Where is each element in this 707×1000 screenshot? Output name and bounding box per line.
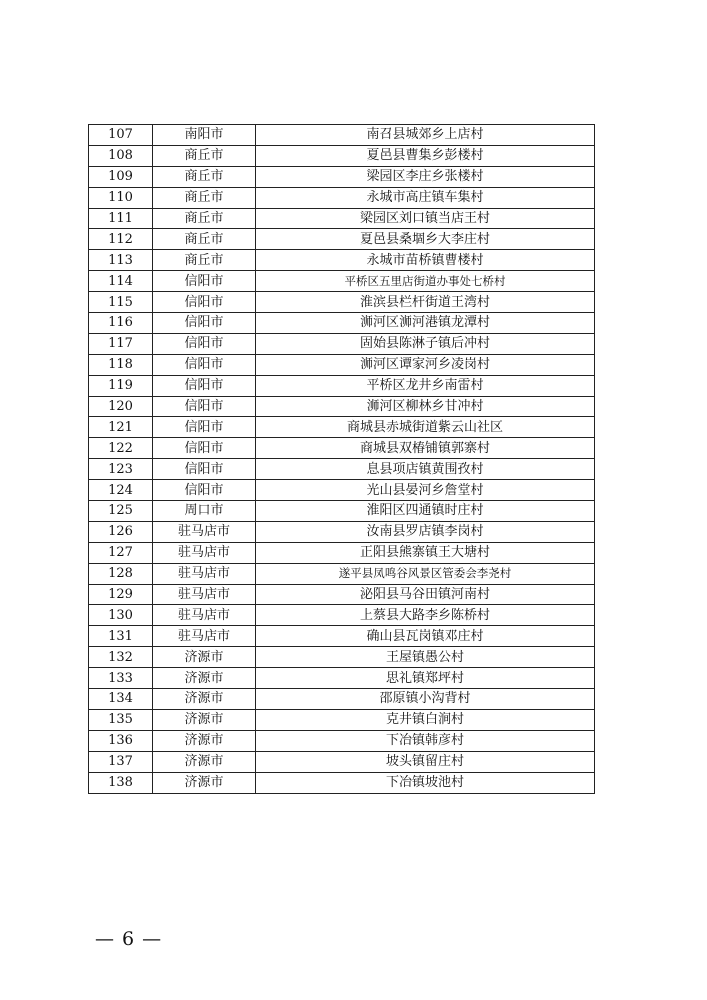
row-number-cell: 115 [89, 292, 153, 313]
table-row [89, 563, 595, 584]
row-number-cell: 138 [89, 772, 153, 793]
table-row [89, 647, 595, 668]
table-row [89, 166, 595, 187]
table-row [89, 772, 595, 793]
village-cell: 上蔡县大路李乡陈桥村 [256, 605, 595, 626]
village-cell: 固始县陈淋子镇后冲村 [256, 333, 595, 354]
table-row [89, 521, 595, 542]
city-cell: 商丘市 [153, 208, 256, 229]
row-number-cell: 121 [89, 417, 153, 438]
table-row [89, 751, 595, 772]
village-cell: 浉河区浉河港镇龙潭村 [256, 313, 595, 334]
city-cell: 驻马店市 [153, 584, 256, 605]
table-row [89, 333, 595, 354]
row-number-cell: 127 [89, 542, 153, 563]
city-cell: 信阳市 [153, 354, 256, 375]
city-cell: 商丘市 [153, 166, 256, 187]
village-cell: 浉河区柳林乡甘冲村 [256, 396, 595, 417]
city-cell: 济源市 [153, 730, 256, 751]
table-row [89, 250, 595, 271]
row-number-cell: 118 [89, 354, 153, 375]
table-row [89, 292, 595, 313]
village-cell: 梁园区李庄乡张楼村 [256, 166, 595, 187]
city-cell: 济源市 [153, 689, 256, 710]
row-number-cell: 109 [89, 166, 153, 187]
row-number-cell: 119 [89, 375, 153, 396]
city-cell: 驻马店市 [153, 605, 256, 626]
city-cell: 商丘市 [153, 250, 256, 271]
row-number-cell: 120 [89, 396, 153, 417]
village-cell: 南召县城郊乡上店村 [256, 125, 595, 146]
table-row [89, 480, 595, 501]
page-number: — 6 — [95, 928, 163, 950]
village-list-table-container [88, 124, 594, 794]
table-row [89, 730, 595, 751]
row-number-cell: 110 [89, 187, 153, 208]
village-cell: 商城县双椿铺镇郭寨村 [256, 438, 595, 459]
row-number-cell: 133 [89, 668, 153, 689]
table-row [89, 584, 595, 605]
village-cell: 夏邑县曹集乡彭楼村 [256, 145, 595, 166]
city-cell: 周口市 [153, 501, 256, 522]
table-row [89, 187, 595, 208]
village-cell: 下冶镇韩彦村 [256, 730, 595, 751]
table-row [89, 668, 595, 689]
table-body [89, 125, 595, 794]
row-number-cell: 137 [89, 751, 153, 772]
city-cell: 济源市 [153, 751, 256, 772]
city-cell: 驻马店市 [153, 626, 256, 647]
city-cell: 商丘市 [153, 187, 256, 208]
city-cell: 信阳市 [153, 459, 256, 480]
village-cell: 平桥区五里店街道办事处七桥村 [256, 271, 595, 292]
city-cell: 信阳市 [153, 271, 256, 292]
city-cell: 信阳市 [153, 417, 256, 438]
table-row [89, 501, 595, 522]
village-cell: 永城市苗桥镇曹楼村 [256, 250, 595, 271]
village-cell: 邵原镇小沟背村 [256, 689, 595, 710]
row-number-cell: 116 [89, 313, 153, 334]
table-row [89, 709, 595, 730]
village-cell: 永城市高庄镇车集村 [256, 187, 595, 208]
city-cell: 信阳市 [153, 480, 256, 501]
village-cell: 确山县瓦岗镇邓庄村 [256, 626, 595, 647]
city-cell: 南阳市 [153, 125, 256, 146]
city-cell: 信阳市 [153, 292, 256, 313]
row-number-cell: 114 [89, 271, 153, 292]
table-row [89, 605, 595, 626]
village-list-table [88, 124, 595, 794]
village-cell: 息县项店镇黄围孜村 [256, 459, 595, 480]
city-cell: 信阳市 [153, 438, 256, 459]
city-cell: 驻马店市 [153, 521, 256, 542]
row-number-cell: 123 [89, 459, 153, 480]
village-cell: 夏邑县桑堌乡大李庄村 [256, 229, 595, 250]
village-cell: 商城县赤城街道紫云山社区 [256, 417, 595, 438]
village-cell: 光山县晏河乡詹堂村 [256, 480, 595, 501]
row-number-cell: 132 [89, 647, 153, 668]
table-row [89, 689, 595, 710]
city-cell: 商丘市 [153, 145, 256, 166]
row-number-cell: 124 [89, 480, 153, 501]
row-number-cell: 113 [89, 250, 153, 271]
city-cell: 信阳市 [153, 396, 256, 417]
row-number-cell: 134 [89, 689, 153, 710]
table-row [89, 354, 595, 375]
row-number-cell: 122 [89, 438, 153, 459]
table-row [89, 313, 595, 334]
city-cell: 信阳市 [153, 333, 256, 354]
village-cell: 淮滨县栏杆街道王湾村 [256, 292, 595, 313]
village-cell: 泌阳县马谷田镇河南村 [256, 584, 595, 605]
village-cell: 克井镇白涧村 [256, 709, 595, 730]
row-number-cell: 128 [89, 563, 153, 584]
row-number-cell: 125 [89, 501, 153, 522]
table-row [89, 229, 595, 250]
row-number-cell: 108 [89, 145, 153, 166]
row-number-cell: 135 [89, 709, 153, 730]
village-cell: 思礼镇郑坪村 [256, 668, 595, 689]
city-cell: 济源市 [153, 772, 256, 793]
table-row [89, 125, 595, 146]
row-number-cell: 131 [89, 626, 153, 647]
row-number-cell: 126 [89, 521, 153, 542]
city-cell: 济源市 [153, 647, 256, 668]
city-cell: 驻马店市 [153, 542, 256, 563]
table-row [89, 626, 595, 647]
table-row [89, 542, 595, 563]
village-cell: 平桥区龙井乡南雷村 [256, 375, 595, 396]
row-number-cell: 129 [89, 584, 153, 605]
row-number-cell: 111 [89, 208, 153, 229]
table-row [89, 145, 595, 166]
village-cell: 下冶镇坡池村 [256, 772, 595, 793]
city-cell: 商丘市 [153, 229, 256, 250]
village-cell: 王屋镇愚公村 [256, 647, 595, 668]
village-cell: 正阳县熊寨镇王大塘村 [256, 542, 595, 563]
village-cell: 汝南县罗店镇李岗村 [256, 521, 595, 542]
village-cell: 梁园区刘口镇当店王村 [256, 208, 595, 229]
city-cell: 济源市 [153, 709, 256, 730]
table-row [89, 438, 595, 459]
village-cell: 淮阳区四通镇时庄村 [256, 501, 595, 522]
city-cell: 信阳市 [153, 313, 256, 334]
row-number-cell: 117 [89, 333, 153, 354]
table-row [89, 459, 595, 480]
city-cell: 驻马店市 [153, 563, 256, 584]
village-cell: 浉河区谭家河乡凌岗村 [256, 354, 595, 375]
table-row [89, 375, 595, 396]
row-number-cell: 112 [89, 229, 153, 250]
village-cell: 坡头镇留庄村 [256, 751, 595, 772]
table-row [89, 208, 595, 229]
row-number-cell: 130 [89, 605, 153, 626]
city-cell: 济源市 [153, 668, 256, 689]
row-number-cell: 136 [89, 730, 153, 751]
table-row [89, 417, 595, 438]
row-number-cell: 107 [89, 125, 153, 146]
city-cell: 信阳市 [153, 375, 256, 396]
table-row [89, 396, 595, 417]
table-row [89, 271, 595, 292]
village-cell: 遂平县凤鸣谷风景区管委会李尧村 [256, 563, 595, 584]
